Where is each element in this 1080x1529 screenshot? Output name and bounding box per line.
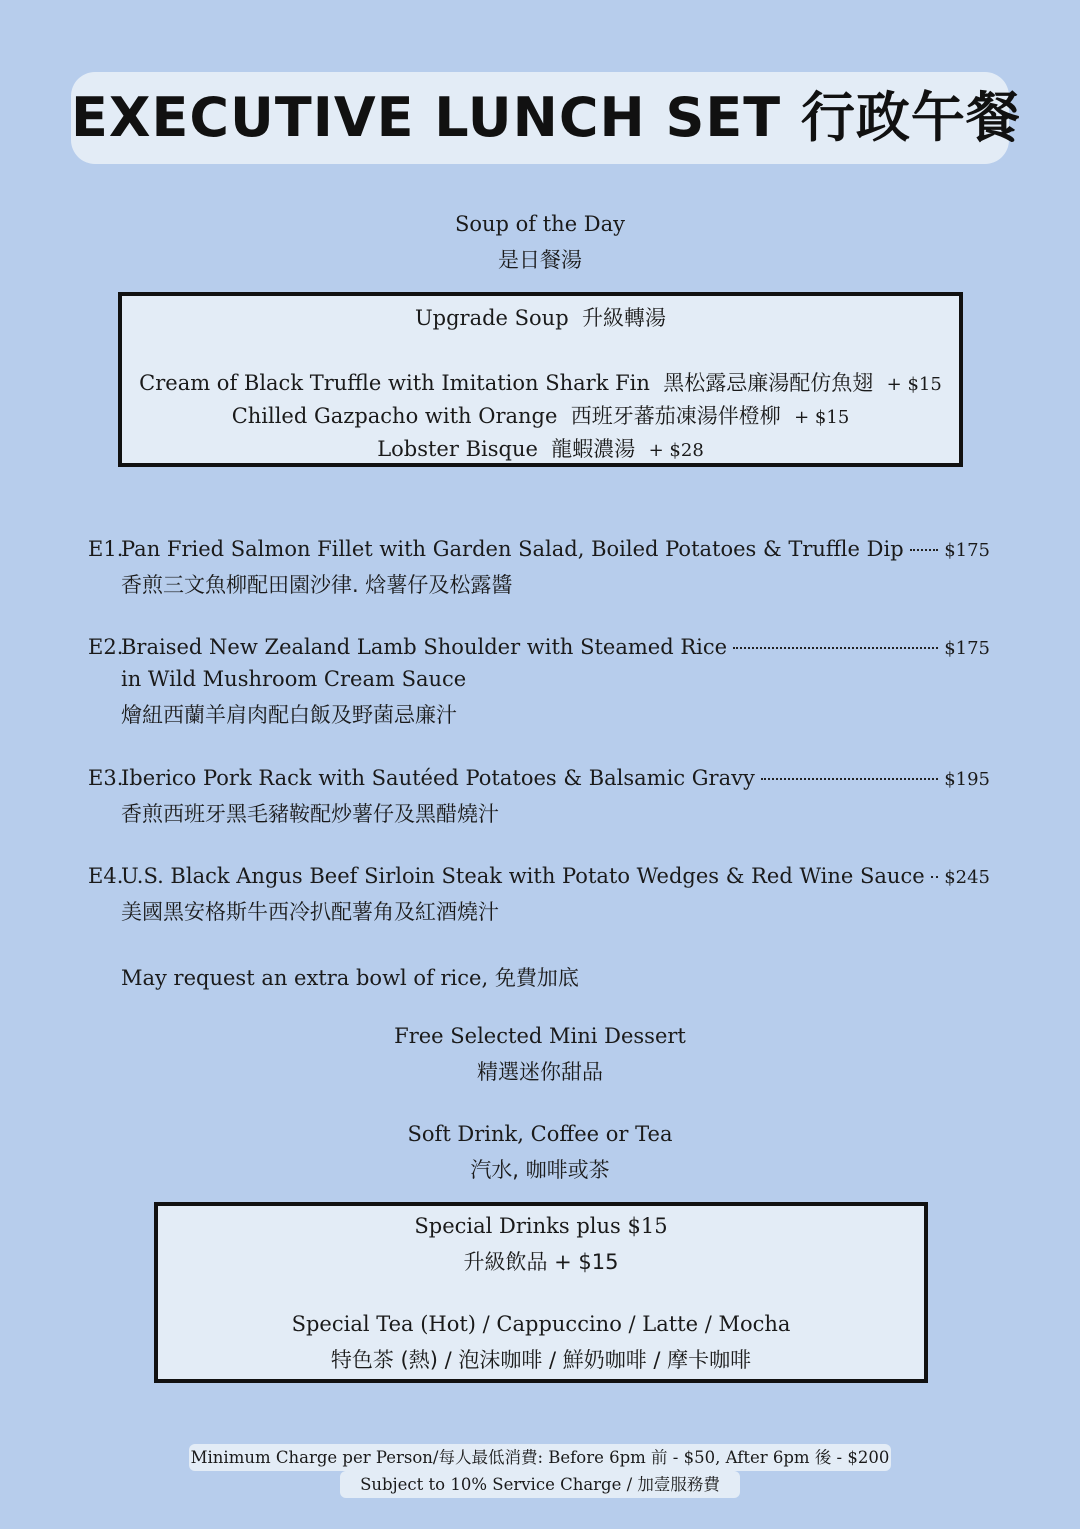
menu-item-e1 xyxy=(88,537,990,599)
minimum-charge-note: Minimum Charge per Person/每人最低消費: Before 6pm 前 - $50, After 6pm 後 - $200 xyxy=(189,1444,891,1471)
dot-leader xyxy=(910,549,939,551)
title-banner xyxy=(71,72,1021,164)
menu-item-code: E1. xyxy=(88,537,124,561)
upgrade-soup-heading xyxy=(122,302,959,332)
menu-item-zh: 香煎三文魚柳配田園沙律. 焓薯仔及松露醬 xyxy=(121,573,513,597)
drink-en: Soft Drink, Coffee or Tea xyxy=(407,1122,673,1146)
upgrade-soup-item-en: Cream of Black Truffle with Imitation Shark Fin xyxy=(139,371,650,395)
upgrade-soup-item xyxy=(122,400,959,430)
soup-of-day-zh: 是日餐湯 xyxy=(498,248,582,272)
special-drinks-list-en: Special Tea (Hot) / Cappuccino / Latte / Mocha xyxy=(291,1312,791,1336)
upgrade-soup-item-zh: 龍蝦濃湯 xyxy=(551,437,636,461)
dessert-zh: 精選迷你甜品 xyxy=(477,1060,603,1084)
menu-item-name-cont: in Wild Mushroom Cream Sauce xyxy=(121,667,467,691)
menu-item-e3 xyxy=(88,766,990,828)
upgrade-soup-heading-en: Upgrade Soup xyxy=(414,306,569,330)
menu-item-e2 xyxy=(88,635,990,729)
menu-item-zh: 美國黑安格斯牛西冷扒配薯角及紅酒燒汁 xyxy=(121,900,499,924)
page-title: EXECUTIVE LUNCH SET 行政午餐 xyxy=(71,86,1021,149)
upgrade-soup-item-price: + $15 xyxy=(794,407,850,428)
special-drinks-heading-zh: 升級飲品 + $15 xyxy=(463,1250,619,1274)
menu-item-name: U.S. Black Angus Beef Sirloin Steak with Potato Wedges & Red Wine Sauce xyxy=(121,864,925,888)
menu-item-price: $175 xyxy=(944,638,990,659)
special-drinks-box xyxy=(154,1202,928,1383)
upgrade-soup-item-en: Chilled Gazpacho with Orange xyxy=(231,404,558,428)
menu-item-name: Pan Fried Salmon Fillet with Garden Salad, Boiled Potatoes & Truffle Dip xyxy=(121,537,904,561)
menu-item-zh: 香煎西班牙黑毛豬鞍配炒薯仔及黑醋燒汁 xyxy=(121,802,499,826)
menu-item-code: E4. xyxy=(88,864,124,888)
dot-leader xyxy=(761,778,938,780)
soup-of-day-en: Soup of the Day xyxy=(454,212,626,236)
dot-leader xyxy=(931,876,939,878)
special-drinks-heading-en: Special Drinks plus $15 xyxy=(414,1214,668,1238)
menu-item-zh: 燴紐西蘭羊肩肉配白飯及野菌忌廉汁 xyxy=(121,703,457,727)
menu-item-price: $175 xyxy=(944,540,990,561)
upgrade-soup-heading-zh: 升級轉湯 xyxy=(582,306,667,330)
menu-item-code: E3. xyxy=(88,766,124,790)
upgrade-soup-item-price: + $15 xyxy=(886,374,942,395)
upgrade-soup-item xyxy=(122,433,959,463)
menu-item-code: E2. xyxy=(88,635,124,659)
rice-note: May request an extra bowl of rice, 免費加底 xyxy=(121,966,579,990)
menu-item-name: Iberico Pork Rack with Sautéed Potatoes & Balsamic Gravy xyxy=(121,766,755,790)
upgrade-soup-item-zh: 黑松露忌廉湯配仿魚翅 xyxy=(663,371,874,395)
dessert-en: Free Selected Mini Dessert xyxy=(394,1024,686,1048)
dot-leader xyxy=(733,647,938,649)
menu-item-price: $245 xyxy=(944,867,990,888)
menu-item-name: Braised New Zealand Lamb Shoulder with Steamed Rice xyxy=(121,635,728,659)
upgrade-soup-item-zh: 西班牙蕃茄凍湯伴橙柳 xyxy=(570,404,781,428)
upgrade-soup-item-price: + $28 xyxy=(648,440,704,461)
menu-item-price: $195 xyxy=(944,769,990,790)
drink-zh: 汽水, 咖啡或茶 xyxy=(470,1158,610,1182)
upgrade-soup-item-en: Lobster Bisque xyxy=(377,437,538,461)
special-drinks-list-zh: 特色茶 (熱) / 泡沫咖啡 / 鮮奶咖啡 / 摩卡咖啡 xyxy=(330,1348,752,1372)
upgrade-soup-box xyxy=(118,292,963,467)
menu-item-e4 xyxy=(88,864,990,926)
upgrade-soup-item xyxy=(122,367,959,397)
service-charge-note: Subject to 10% Service Charge / 加壹服務費 xyxy=(340,1471,740,1498)
